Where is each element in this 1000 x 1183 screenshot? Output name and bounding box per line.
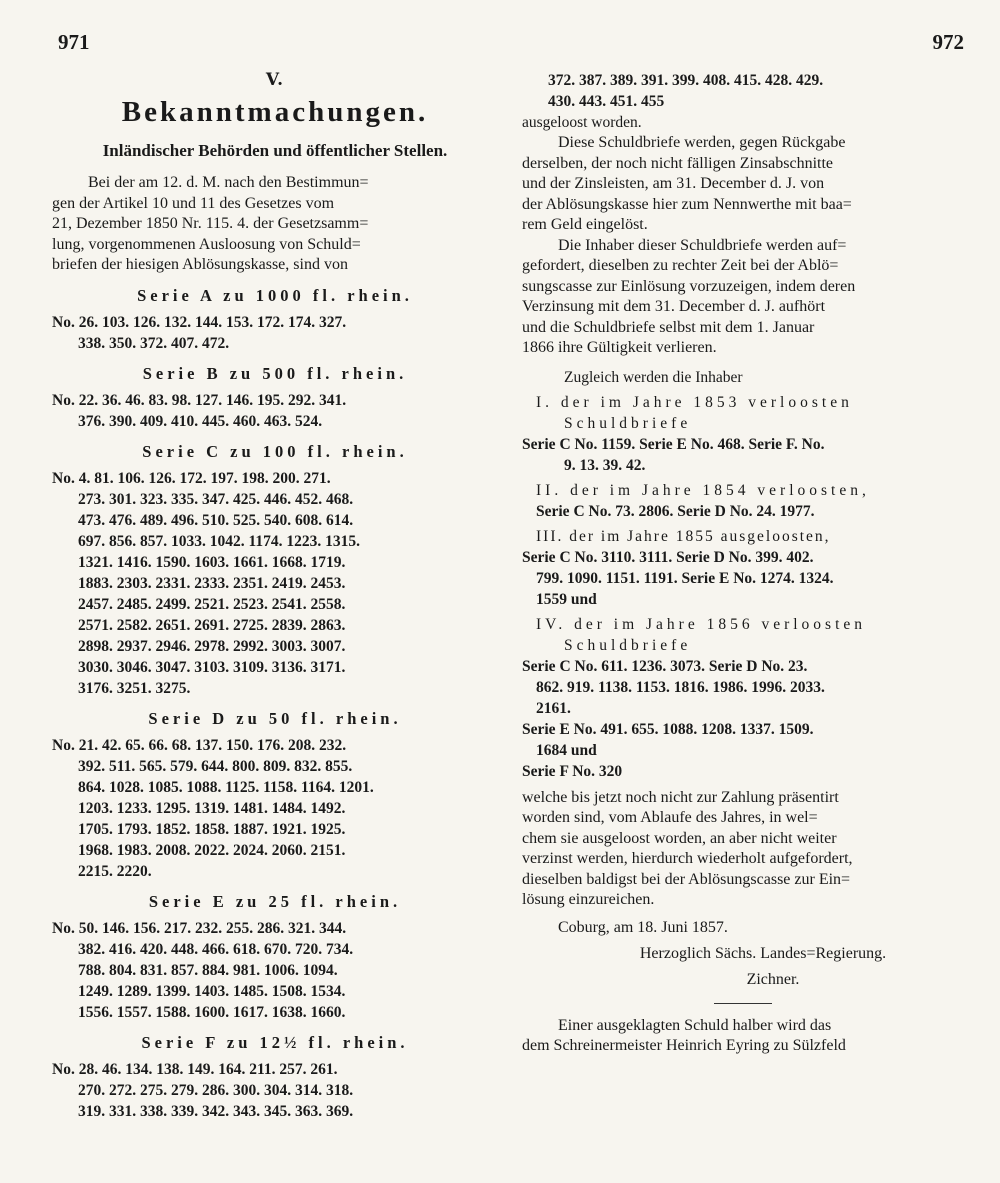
para-line: Die Inhaber dieser Schuldbriefe werden auf= — [558, 236, 847, 254]
number-line: 2215. 2220. — [78, 862, 152, 880]
number-line: 372. 387. 389. 391. 399. 408. 415. 428. 429. — [548, 72, 824, 89]
section-subtitle: Inländischer Behörden und öffentlicher Stellen. — [102, 141, 448, 160]
item-iv-heading: IV. der im Jahre 1856 verloosten — [536, 615, 867, 633]
number-line: 864. 1028. 1085. 1088. 1125. 1158. 1164. 1201. — [78, 778, 374, 796]
para-line: dem Schreinermeister Heinrich Eyring zu Sülzfeld — [522, 1037, 846, 1054]
para-line: Verzinsung mit dem 31. December d. J. aufhört — [522, 298, 826, 315]
number-line: 697. 856. 857. 1033. 1042. 1174. 1223. 1315. — [78, 532, 361, 550]
page-number-right: 972 — [932, 30, 964, 54]
item-i-numbers: 9. 13. 39. 42. — [564, 456, 646, 474]
para-line: Diese Schuldbriefe werden, gegen Rückgabe — [558, 134, 846, 151]
para-line: lösung einzureichen. — [522, 891, 655, 908]
number-line: 3030. 3046. 3047. 3103. 3109. 3136. 3171. — [78, 658, 346, 676]
item-iii-heading: III. der im Jahre 1855 ausgeloosten, — [536, 527, 831, 545]
zugleich-line: Zugleich werden die Inhaber — [564, 368, 743, 386]
serie-a-numbers — [52, 312, 498, 354]
item-i-heading: I. der im Jahre 1853 verloosten — [536, 393, 853, 411]
serie-f-numbers — [52, 1059, 498, 1122]
item-iv-heading-cont: Schuldbriefe — [564, 636, 692, 654]
number-line: No. 26. 103. 126. 132. 144. 153. 172. 174. 327. — [52, 313, 347, 331]
serie-b-heading: Serie B zu 500 fl. rhein. — [142, 363, 408, 383]
serie-b-numbers — [52, 390, 498, 432]
redemption-paragraph — [522, 133, 964, 236]
item-i-heading-cont: Schuldbriefe — [564, 414, 692, 432]
para-line: welche bis jetzt noch nicht zur Zahlung präsentirt — [522, 788, 839, 806]
serie-d-numbers — [52, 735, 498, 882]
para-line: rem Geld eingelöst. — [522, 216, 648, 233]
serie-c-heading: Serie C zu 100 fl. rhein. — [142, 441, 408, 461]
item-iv-numbers: Serie C No. 611. 1236. 3073. Serie D No. 23. — [522, 657, 808, 675]
para-line: gefordert, dieselben zu rechter Zeit bei der Ablö= — [522, 257, 839, 274]
number-line: No. 21. 42. 65. 66. 68. 137. 150. 176. 208. 232. — [52, 736, 347, 754]
serie-f-heading: Serie F zu 12½ fl. rhein. — [141, 1032, 409, 1052]
para-line: Einer ausgeklagten Schuld halber wird das — [558, 1016, 832, 1034]
item-iv-numbers: 1684 und — [536, 741, 597, 759]
serie-e-heading: Serie E zu 25 fl. rhein. — [148, 891, 402, 911]
page-number-left: 971 — [58, 30, 90, 54]
number-line: 473. 476. 489. 496. 510. 525. 540. 608. 614. — [78, 511, 354, 529]
number-line: 1321. 1416. 1590. 1603. 1661. 1668. 1719. — [78, 553, 346, 571]
intro-line: gen der Artikel 10 und 11 des Gesetzes vom — [52, 194, 335, 212]
intro-paragraph — [52, 173, 498, 276]
number-line: 270. 272. 275. 279. 286. 300. 304. 314. 318. — [78, 1081, 354, 1099]
number-line: 382. 416. 420. 448. 466. 618. 670. 720. 734. — [78, 940, 354, 958]
serie-c-numbers — [52, 468, 498, 699]
serie-f-continued-numbers — [522, 70, 964, 112]
number-line: 1249. 1289. 1399. 1403. 1485. 1508. 1534. — [78, 982, 346, 1000]
number-line: 376. 390. 409. 410. 445. 460. 463. 524. — [78, 412, 323, 430]
number-line: 338. 350. 372. 407. 472. — [78, 334, 230, 352]
right-column — [522, 70, 964, 1057]
number-line: 1556. 1557. 1588. 1600. 1617. 1638. 1660. — [78, 1003, 346, 1021]
number-line: 788. 804. 831. 857. 884. 981. 1006. 1094. — [78, 961, 338, 979]
item-ii-heading: II. der im Jahre 1854 verloosten, — [536, 481, 870, 499]
number-line: 430. 443. 451. 455 — [548, 93, 665, 110]
para-line: 1866 ihre Gültigkeit verlieren. — [522, 339, 717, 356]
number-line: 2571. 2582. 2651. 2691. 2725. 2839. 2863. — [78, 616, 346, 634]
next-notice — [522, 1016, 964, 1057]
item-iii-numbers: Serie C No. 3110. 3111. Serie D No. 399. 402. — [522, 548, 814, 566]
item-iv-numbers: 862. 919. 1138. 1153. 1816. 1986. 1996. 2033. — [536, 678, 825, 696]
number-line: 3176. 3251. 3275. — [78, 679, 191, 697]
para-line: sungscasse zur Einlösung vorzuzeigen, indem deren — [522, 277, 856, 295]
para-line: und der Zinsleisten, am 31. December d. J. von — [522, 175, 825, 192]
serie-a-heading: Serie A zu 1000 fl. rhein. — [137, 285, 413, 305]
signatory: Zichner. — [746, 970, 800, 988]
number-line: 1705. 1793. 1852. 1858. 1887. 1921. 1925. — [78, 820, 346, 838]
number-line: No. 50. 146. 156. 217. 232. 255. 286. 321. 344. — [52, 919, 347, 937]
number-line: 2457. 2485. 2499. 2521. 2523. 2541. 2558. — [78, 595, 346, 613]
para-line: der Ablösungskasse hier zum Nennwerthe mit baa= — [522, 195, 852, 213]
number-line: 1968. 1983. 2008. 2022. 2024. 2060. 2151. — [78, 841, 346, 859]
para-line: derselben, der noch nicht fälligen Zinsabschnitte — [522, 154, 834, 172]
intro-line: lung, vorgenommenen Ausloosung von Schuld= — [52, 235, 361, 253]
item-ii-numbers: Serie C No. 73. 2806. Serie D No. 24. 1977. — [536, 502, 815, 520]
issuing-authority: Herzoglich Sächs. Landes=Regierung. — [639, 944, 887, 962]
item-iv-numbers: Serie E No. 491. 655. 1088. 1208. 1337. 1509. — [522, 720, 814, 738]
number-line: 392. 511. 565. 579. 644. 800. 809. 832. 855. — [78, 757, 353, 775]
section-number: V. — [265, 70, 285, 90]
number-line: 2898. 2937. 2946. 2978. 2992. 3003. 3007. — [78, 637, 346, 655]
number-line: No. 4. 81. 106. 126. 172. 197. 198. 200. 271. — [52, 469, 331, 487]
number-line: 319. 331. 338. 339. 342. 343. 345. 363. 369. — [78, 1102, 354, 1120]
para-line: verzinst werden, hierdurch wiederholt aufgefordert, — [522, 850, 853, 867]
holders-paragraph — [522, 236, 964, 359]
serie-e-numbers — [52, 918, 498, 1023]
drawn-statement: ausgeloost worden. — [522, 114, 642, 131]
number-line: 1883. 2303. 2331. 2333. 2351. 2419. 2453. — [78, 574, 346, 592]
item-iii-numbers: 799. 1090. 1151. 1191. Serie E No. 1274. 1324. — [536, 569, 834, 587]
number-line: 1203. 1233. 1295. 1319. 1481. 1484. 1492. — [78, 799, 346, 817]
section-divider — [714, 1003, 772, 1004]
intro-line: briefen der hiesigen Ablösungskasse, sind von — [52, 256, 348, 273]
intro-line: 21, Dezember 1850 Nr. 115. 4. der Gesetzsamm= — [52, 215, 369, 232]
place-date: Coburg, am 18. Juni 1857. — [558, 918, 728, 936]
serie-d-heading: Serie D zu 50 fl. rhein. — [148, 708, 402, 728]
intro-line: Bei der am 12. d. M. nach den Bestimmun= — [88, 174, 369, 191]
para-line: worden sind, vom Ablaufe des Jahres, in wel= — [522, 809, 818, 826]
number-line: 273. 301. 323. 335. 347. 425. 446. 452. 468. — [78, 490, 354, 508]
item-iv-numbers: 2161. — [536, 699, 571, 717]
number-line: No. 22. 36. 46. 83. 98. 127. 146. 195. 292. 341. — [52, 391, 347, 409]
section-title: Bekanntmachungen. — [121, 96, 429, 128]
para-line: chem sie ausgeloost worden, an aber nicht weiter — [522, 829, 837, 847]
left-column — [52, 70, 498, 1122]
number-line: No. 28. 46. 134. 138. 149. 164. 211. 257. 261. — [52, 1060, 338, 1078]
item-iii-numbers: 1559 und — [536, 590, 597, 608]
closing-paragraph — [522, 788, 964, 911]
para-line: dieselben baldigst bei der Ablösungscasse zur Ein= — [522, 870, 851, 888]
item-iv-numbers: Serie F No. 320 — [522, 762, 623, 780]
para-line: und die Schuldbriefe selbst mit dem 1. Januar — [522, 318, 815, 336]
item-i-numbers: Serie C No. 1159. Serie E No. 468. Serie F. No. — [522, 435, 825, 453]
